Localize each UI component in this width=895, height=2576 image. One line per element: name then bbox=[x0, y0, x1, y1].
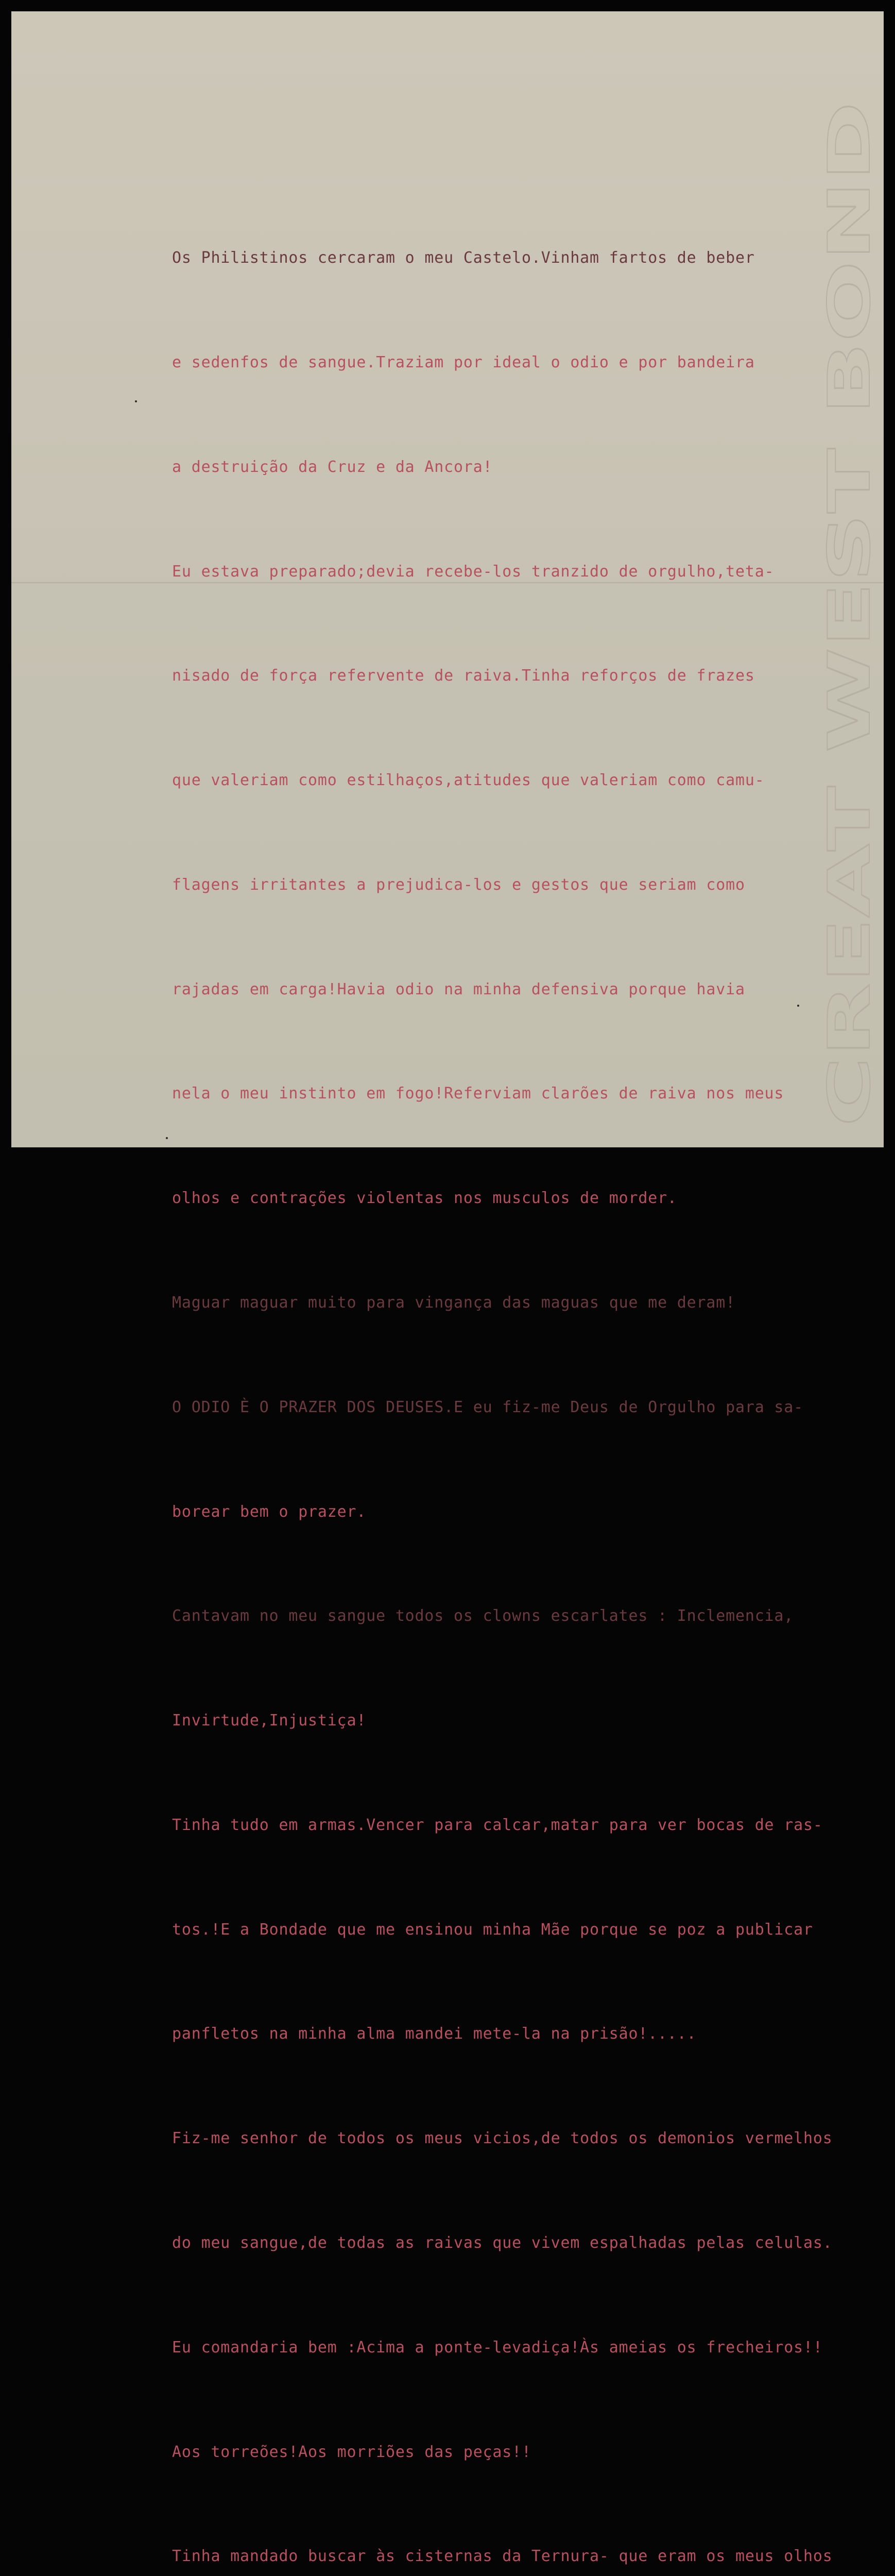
text-line: Eu estava preparado;devia recebe-los tranzido de orgulho,teta- bbox=[172, 562, 774, 581]
text-line: nisado de força refervente de raiva.Tinha reforços de frazes bbox=[172, 667, 755, 685]
text-line: nela o meu instinto em fogo!Referviam clarões de raiva nos meus bbox=[172, 1084, 784, 1103]
text-line: Cantavam no meu sangue todos os clowns escarlates : Inclemencia, bbox=[172, 1607, 794, 1625]
text-line: Eu comandaria bem :Acima a ponte-levadiça!Às ameias os frecheiros!! bbox=[172, 2338, 823, 2357]
text-line: que valeriam como estilhaços,atitudes que valeriam como camu- bbox=[172, 771, 765, 790]
text-line: O ODIO È O PRAZER DOS DEUSES.E eu fiz-me Deus de Orgulho para sa- bbox=[172, 1398, 803, 1416]
text-line: olhos e contrações violentas nos musculos de morder. bbox=[172, 1189, 677, 1208]
text-line: Tinha tudo em armas.Vencer para calcar,matar para ver bocas de ras- bbox=[172, 1816, 823, 1834]
text-line: Aos torreões!Aos morriões das peças!! bbox=[172, 2443, 531, 2461]
text-line: Os Philistinos cercaram o meu Castelo.Vinham fartos de beber bbox=[172, 249, 755, 267]
ink-speck bbox=[135, 400, 137, 402]
text-line: Fiz-me senhor de todos os meus vicios,de todos os demonios vermelhos bbox=[172, 2129, 833, 2148]
text-line: tos.!E a Bondade que me ensinou minha Mãe porque se poz a publicar bbox=[172, 1920, 813, 1939]
paper-sheet bbox=[11, 11, 884, 2566]
text-line: Maguar maguar muito para vingança das maguas que me deram! bbox=[172, 1294, 735, 1312]
text-line: do meu sangue,de todas as raivas que vivem espalhadas pelas celulas. bbox=[172, 2234, 833, 2252]
typed-text-body bbox=[172, 171, 883, 2576]
text-line: borear bem o prazer. bbox=[172, 1502, 367, 1521]
text-line: Invirtude,Injustiça! bbox=[172, 1711, 367, 1730]
text-line: a destruição da Cruz e da Ancora! bbox=[172, 457, 493, 476]
text-line: e sedenfos de sangue.Traziam por ideal o odio e por bandeira bbox=[172, 353, 755, 371]
text-line: flagens irritantes a prejudica-los e gestos que seriam como bbox=[172, 875, 745, 894]
watermark-text: CREAT WEST BOND bbox=[816, 507, 883, 1127]
text-line: rajadas em carga!Havia odio na minha defensiva porque havia bbox=[172, 980, 745, 998]
text-line: panfletos na minha alma mandei mete-la na prisão!..... bbox=[172, 2025, 697, 2043]
text-line: Tinha mandado buscar às cisternas da Ternura- que eram os meus olhos bbox=[172, 2547, 833, 2566]
ink-speck bbox=[166, 1137, 168, 1139]
